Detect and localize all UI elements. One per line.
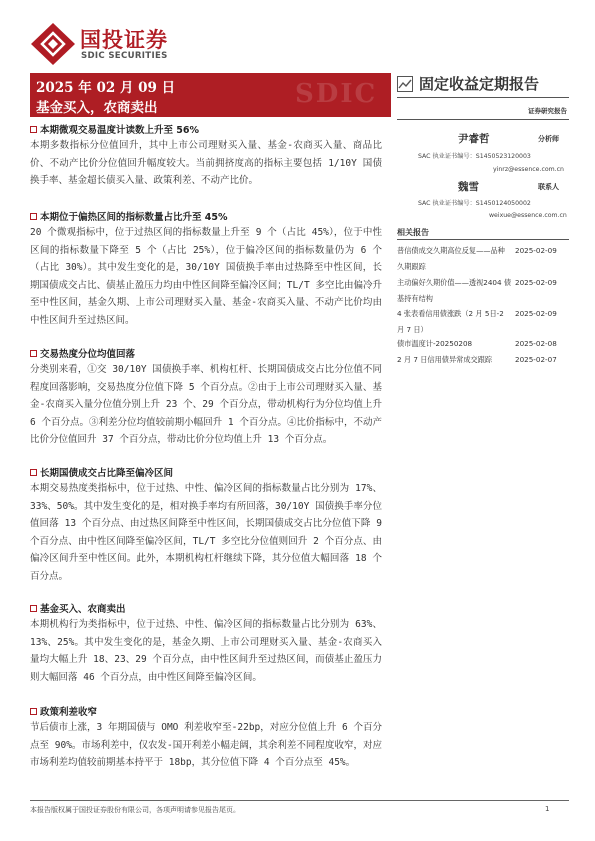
report-type-label: 固定收益定期报告 <box>419 75 540 93</box>
analyst-role: 联系人 <box>538 183 559 191</box>
section-body: 本期交易热度类指标中，位于过热、中性、偏冷区间的指标数量占比分别为 17%、33%、50%。其中发生变化的是，相对换手率均有所回落，30/10Y 国债换手率分位值回落 13 个百分点、由过热区间降至中性区间，长期国债成交占比分位值下降 9 个百分点、由中性区间降至偏冷区间，TL/T 多空比分位值则回升 2 个百分点、由偏冷区间升至中性区间。此外，本期机构杠杆继续下降，其分位值大幅回落 18 个百分点。 <box>30 483 382 582</box>
section-body: 本期多数指标分位值回升，其中上市公司理财买入量、基金-农商买入量、商品比价、不动产比价分位值回升幅度较大。当前拥挤度高的指标主要包括 1/10Y 国债换手率、基金超长债买入量、政策利差、不动产比价。 <box>30 140 382 187</box>
analyst-license: SAC 执业证书编号：S1450523120003 <box>418 153 531 160</box>
analyst-email[interactable]: weixue@essence.com.cn <box>489 212 567 219</box>
checkbox-bullet-icon <box>30 350 37 357</box>
section-body: 20 个微观指标中，位于过热区间的指标数量上升至 9 个（占比 45%），位于中性区间的指标数量下降至 5 个（占比 25%），位于偏冷区间的指标数量仍为 6 个（占比 30%）。其中发生变化的是，30/10Y 国债换手率由过热降至中性区间，长期国债成交占比、债基止盈压力均由中性区间降至偏冷区间；TL/T 多空比由偏冷升至中性区间，基金久期、上市公司理财买入量、基金-农商买入量、不动产比价均由中性区间升至过热区间。 <box>30 227 382 326</box>
checkbox-bullet-icon <box>30 605 37 612</box>
company-logo <box>30 22 200 66</box>
analyst-name: 尹睿哲 <box>458 133 490 145</box>
section-body: 本期机构行为类指标中，位于过热、中性、偏冷区间的指标数量占比分别为 63%、13%、25%。其中发生变化的是，基金久期、上市公司理财买入量、基金-农商买入量均大幅上升 18、23、29 个百分点，由中性区间升至过热区间，而债基止盈压力则大幅回落 46 个百分点，由中性区间降至偏冷区间。 <box>30 619 382 683</box>
sdic-logo-icon <box>30 22 76 66</box>
report-date: 2025 年 02 月 09 日 <box>36 80 176 96</box>
analyst-license: SAC 执业证书编号：S1450124050002 <box>418 200 531 207</box>
analyst-name: 魏雪 <box>458 181 479 193</box>
chart-line-icon <box>397 76 413 92</box>
section-heading: 本期位于偏热区间的指标数量占比升至 45% <box>30 209 390 223</box>
related-report-title[interactable]: 债市温度计-20250208 <box>397 339 473 348</box>
checkbox-bullet-icon <box>30 708 37 715</box>
checkbox-bullet-icon <box>30 213 37 220</box>
related-report-date: 2025-02-09 <box>515 278 557 287</box>
related-report-title[interactable]: 4 张表看信用债涨跌（2 月 5日-2 月 7 日） <box>397 309 504 334</box>
department-label: 证券研究报告 <box>528 107 567 115</box>
section-body: 分类别来看，①交 30/10Y 国债换手率、机构杠杆、长期国债成交占比分位值不同程度回落影响，交易热度分位值下降 5 个百分点。②由于上市公司理财买入量、基金-农商买入量分位值分别上升 23 个、29 个百分点，带动机构行为分位均值上升 6 个百分点。③利差分位均值较前期小幅回升 1 个百分点。④比价指标中，不动产比价分位值回升 37 个百分点，带动比价分位均值上升 13 个百分点。 <box>30 364 382 446</box>
related-report-item[interactable] <box>397 243 569 277</box>
analyst-role: 分析师 <box>538 135 559 143</box>
checkbox-bullet-icon <box>30 126 37 133</box>
section-heading: 政策利差收窄 <box>30 704 390 718</box>
checkbox-bullet-icon <box>30 469 37 476</box>
footer-divider <box>30 800 569 801</box>
copyright-note: 本报告版权属于国投证券股份有限公司，各项声明请参见报告尾页。 <box>30 806 240 814</box>
related-report-date: 2025-02-07 <box>515 355 557 364</box>
report-title: 基金买入，农商卖出 <box>36 100 158 116</box>
divider <box>397 119 569 120</box>
divider <box>397 97 569 98</box>
related-reports-heading: 相关报告 <box>397 228 429 237</box>
related-report-title[interactable]: 主动偏好久期价值——透视2404 债基持有结构 <box>397 278 512 303</box>
section-heading: 长期国债成交占比降至偏冷区间 <box>30 465 390 479</box>
divider <box>397 239 569 240</box>
report-type-header <box>397 73 569 95</box>
related-report-item[interactable] <box>397 275 569 309</box>
related-report-item[interactable] <box>397 352 569 386</box>
page-number: 1 <box>545 805 550 813</box>
analyst-email[interactable]: yinrz@essence.com.cn <box>493 166 564 173</box>
banner-watermark: SDIC <box>295 79 378 109</box>
related-report-date: 2025-02-08 <box>515 339 557 348</box>
related-report-title[interactable]: 2 月 7 日信用债异常成交跟踪 <box>397 355 493 364</box>
related-report-item[interactable] <box>397 306 569 340</box>
section-heading: 交易热度分位均值回落 <box>30 346 390 360</box>
section-heading: 本期微观交易温度计读数上升至 56% <box>30 122 390 136</box>
related-report-date: 2025-02-09 <box>515 309 557 318</box>
related-report-date: 2025-02-09 <box>515 246 557 255</box>
logo-text-en: SDIC SECURITIES <box>81 51 168 61</box>
related-report-title[interactable]: 普信债成交久期高位反复——品种久期跟踪 <box>397 246 505 271</box>
section-body: 节后债市上涨，3 年期国债与 OMO 利差收窄至-22bp，对应分位值上升 6 个百分点至 90%。市场利差中，仅农发-国开利差小幅走阔，其余利差不同程度收窄，对应市场利差均值较前期基本持平于 18bp，其分位值下降 4 个百分点至 45%。 <box>30 722 382 769</box>
section-heading: 基金买入、农商卖出 <box>30 601 390 615</box>
title-banner <box>30 73 391 117</box>
logo-text-cn: 国投证券 <box>80 28 168 52</box>
